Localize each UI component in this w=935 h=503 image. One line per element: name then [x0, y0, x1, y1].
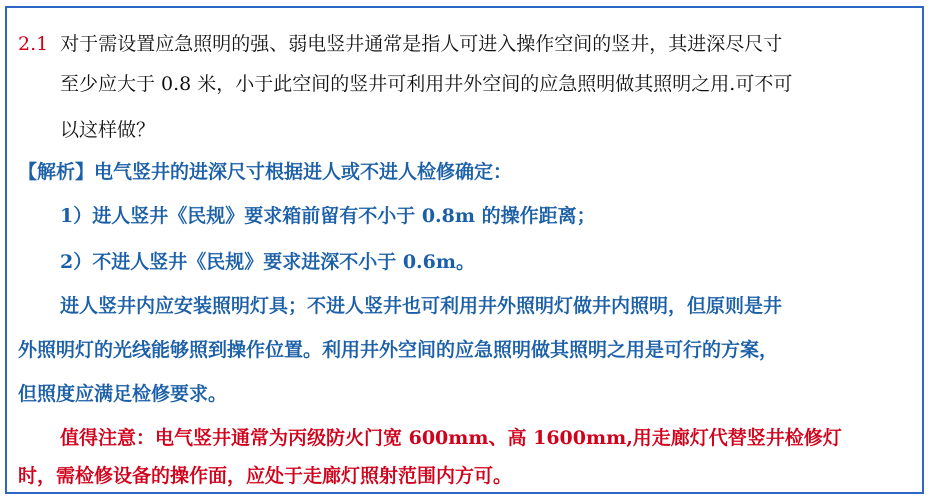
analysis-paragraph-1: 进人竖井内应安装照明灯具；不进人竖井也可利用井外照明灯做井内照明，但原则是井: [60, 295, 783, 317]
note-line-2: 时，需检修设备的操作面，应处于走廊灯照射范围内方可。: [18, 465, 513, 487]
analysis-paragraph-2: 外照明灯的光线能够照到操作位置。利用井外空间的应急照明做其照明之用是可行的方案，: [18, 339, 779, 361]
note-line-1: 值得注意：电气竖井通常为丙级防火门宽 600mm、高 1600mm,用走廊灯代替竖井检修灯: [60, 427, 842, 449]
question-line-3: 以这样做？: [60, 119, 156, 141]
analysis-point-2: 2）不进人竖井《民规》要求进深不小于 0.6m。: [60, 251, 475, 273]
analysis-heading: 【解析】电气竖井的进深尺寸根据进人或不进人检修确定：: [18, 161, 513, 183]
analysis-point-1: 1）进人竖井《民规》要求箱前留有不小于 0.8m 的操作距离；: [60, 205, 596, 227]
analysis-paragraph-3: 但照度应满足检修要求。: [18, 383, 228, 405]
question-text-1: 对于需设置应急照明的强、弱电竖井通常是指人可进入操作空间的竖井，其进深尽尺寸: [60, 33, 783, 55]
question-line-2: 至少应大于 0.8 米，小于此空间的竖井可利用井外空间的应急照明做其照明之用.可不可: [60, 73, 793, 95]
question-line-1: [18, 32, 782, 56]
question-number: 2.1: [18, 33, 49, 55]
